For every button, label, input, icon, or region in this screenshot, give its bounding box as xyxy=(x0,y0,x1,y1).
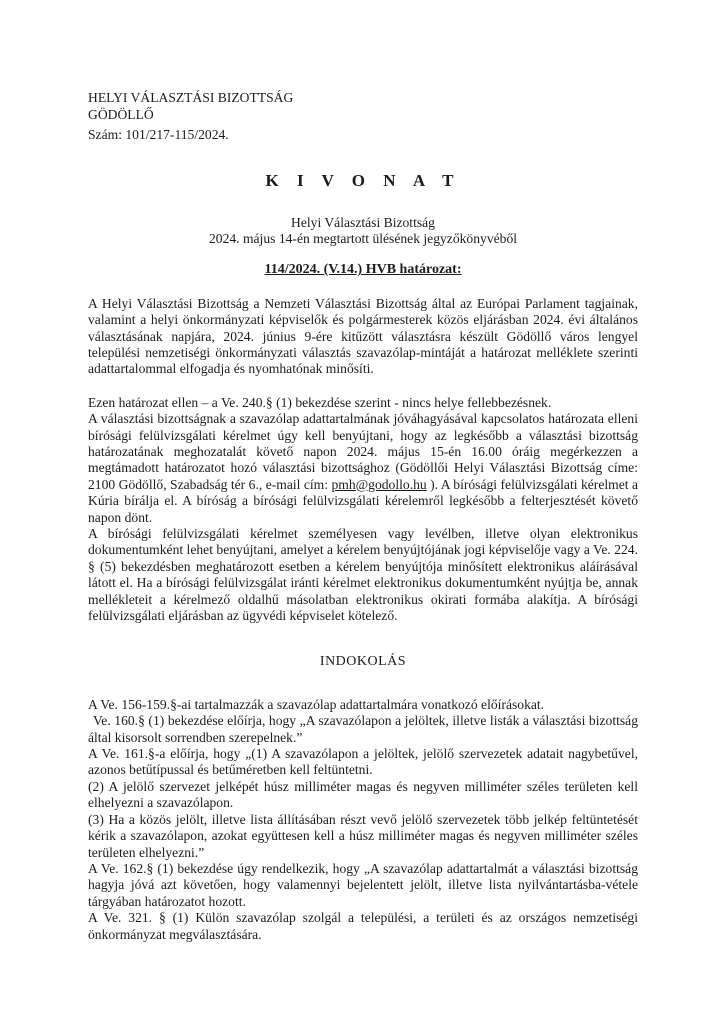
decision-heading-text: 114/2024. (V.14.) HVB határozat: xyxy=(264,262,462,278)
justification-paragraph: A Ve. 162.§ (1) bekezdése úgy rendelkezik, hogy „A szavazólap adattartalmát a választási bizottság hagyja jóvá azt követően, hogy valamennyi bejelentett jelölt, illetve lista nyilvántartásba-vétele tárgyában határozatot hozott. xyxy=(88,860,638,909)
electronic-filing-paragraph: A bírósági felülvizsgálati kérelmet személyesen vagy levélben, illetve olyan elektronikus dokumentumként lehet benyújtani, amelyet a kérelem benyújtójának jogi képviselője vagy a Ve. 224. § (5) bekezdésben meghatározott esetben a kérelem benyújtója minősített elektronikus aláírásával látott el. Ha a bírósági felülvizsgálat iránti kérelmet elektronikus dokumentumként nyújtja be, annak mellékleteit a kérelmező oldalhű másolatban elektronikus okirati formába alakítja. A bírósági felülvizsgálati eljárásban az ügyvédi képviselet kötelező. xyxy=(88,526,638,624)
justification-paragraph: A Ve. 161.§-a előírja, hogy „(1) A szavazólapon a jelöltek, jelölő szervezetek adatait nagybetűvel, azonos betűtípussal és betűméretben kell feltüntetni. xyxy=(88,746,638,778)
document-content xyxy=(88,90,638,943)
subtitle-committee: Helyi Választási Bizottság xyxy=(291,214,435,230)
justification-paragraph: (3) Ha a közös jelölt, illetve lista állításában részt vevő jelölő szervezetek több jelkép feltüntetését kérik a szavazólapon, azokat együttesen kell a húsz milliméter magas és negyven milliméter széles területen elhelyezni.” xyxy=(88,811,638,860)
justification-paragraph: Ve. 160.§ (1) bekezdése előírja, hogy „A szavazólapon a jelöltek, illetve listák a választási bizottság által kisorsolt sorrendben szerepelnek.” xyxy=(88,713,638,745)
org-name: HELYI VÁLASZTÁSI BIZOTTSÁG xyxy=(88,90,294,105)
review-text-after: ). A bírósági felülvizsgálati kérelmet a Kúria bírálja el. A bíróság a bírósági felülvizsgálati kérelemről legkésőbb a felterjesztését követő napon dönt. xyxy=(88,476,638,525)
document-header xyxy=(88,90,638,144)
justification-paragraph: (2) A jelölő szervezet jelképét húsz milliméter magas és negyven milliméter széles területen kell elhelyezni a szavazólapon. xyxy=(88,778,638,811)
extract-title: K I V O N A T xyxy=(265,170,461,190)
decision-heading xyxy=(88,262,638,278)
review-text-before: A választási bizottságnak a szavazólap adattartalmának jóváhagyásával kapcsolatos határozata elleni bírósági felülvizsgálati kérelmet úgy kell benyújtani, hogy az legkésőbb a választási bizottság határozatának meghozatalát követő napon 2024. május 15-én 16.00 óráig megérkezzen a megtámadott határozatot hozó választási bizottsághoz (Gödöllői Helyi Választási Bizottság címe: 2100 Gödöllő, Szabadság tér 6., e-mail cím: xyxy=(88,411,638,492)
decision-paragraph: A Helyi Választási Bizottság a Nemzeti Választási Bizottság által az Európai Parlament tagjainak, valamint a helyi önkormányzati képviselők és polgármesterek közös eljárásban 2024. évi általános választásának napjára, 2024. június 9-ére kitűzött választásra készült Gödöllő város lengyel települési nemzetiségi önkormányzati választás szavazólap-mintáját a határozat melléklete szerinti adattartalommal elfogadja és nyomhatónak minősíti. xyxy=(88,295,638,377)
email-link[interactable]: pmh@godollo.hu xyxy=(331,476,427,492)
case-number: Szám: 101/217-115/2024. xyxy=(88,127,229,142)
justification-paragraph: A Ve. 321. § (1) Külön szavazólap szolgál a települési, a területi és az országos nemzetiségi önkormányzat megválasztására. xyxy=(88,910,638,942)
review-paragraph xyxy=(88,411,638,526)
org-city: GÖDÖLLŐ xyxy=(88,106,154,122)
appeal-paragraph: Ezen határozat ellen – a Ve. 240.§ (1) bekezdése szerint - nincs helye fellebbezésnek. xyxy=(88,394,552,410)
justification-heading: INDOKOLÁS xyxy=(319,654,407,670)
justification-paragraph: A Ve. 156-159.§-ai tartalmazzák a szavazólap adattartalmára vonatkozó előírásokat. xyxy=(88,696,545,712)
subtitle-session: 2024. május 14-én megtartott ülésének jegyzőkönyvéből xyxy=(208,230,518,246)
